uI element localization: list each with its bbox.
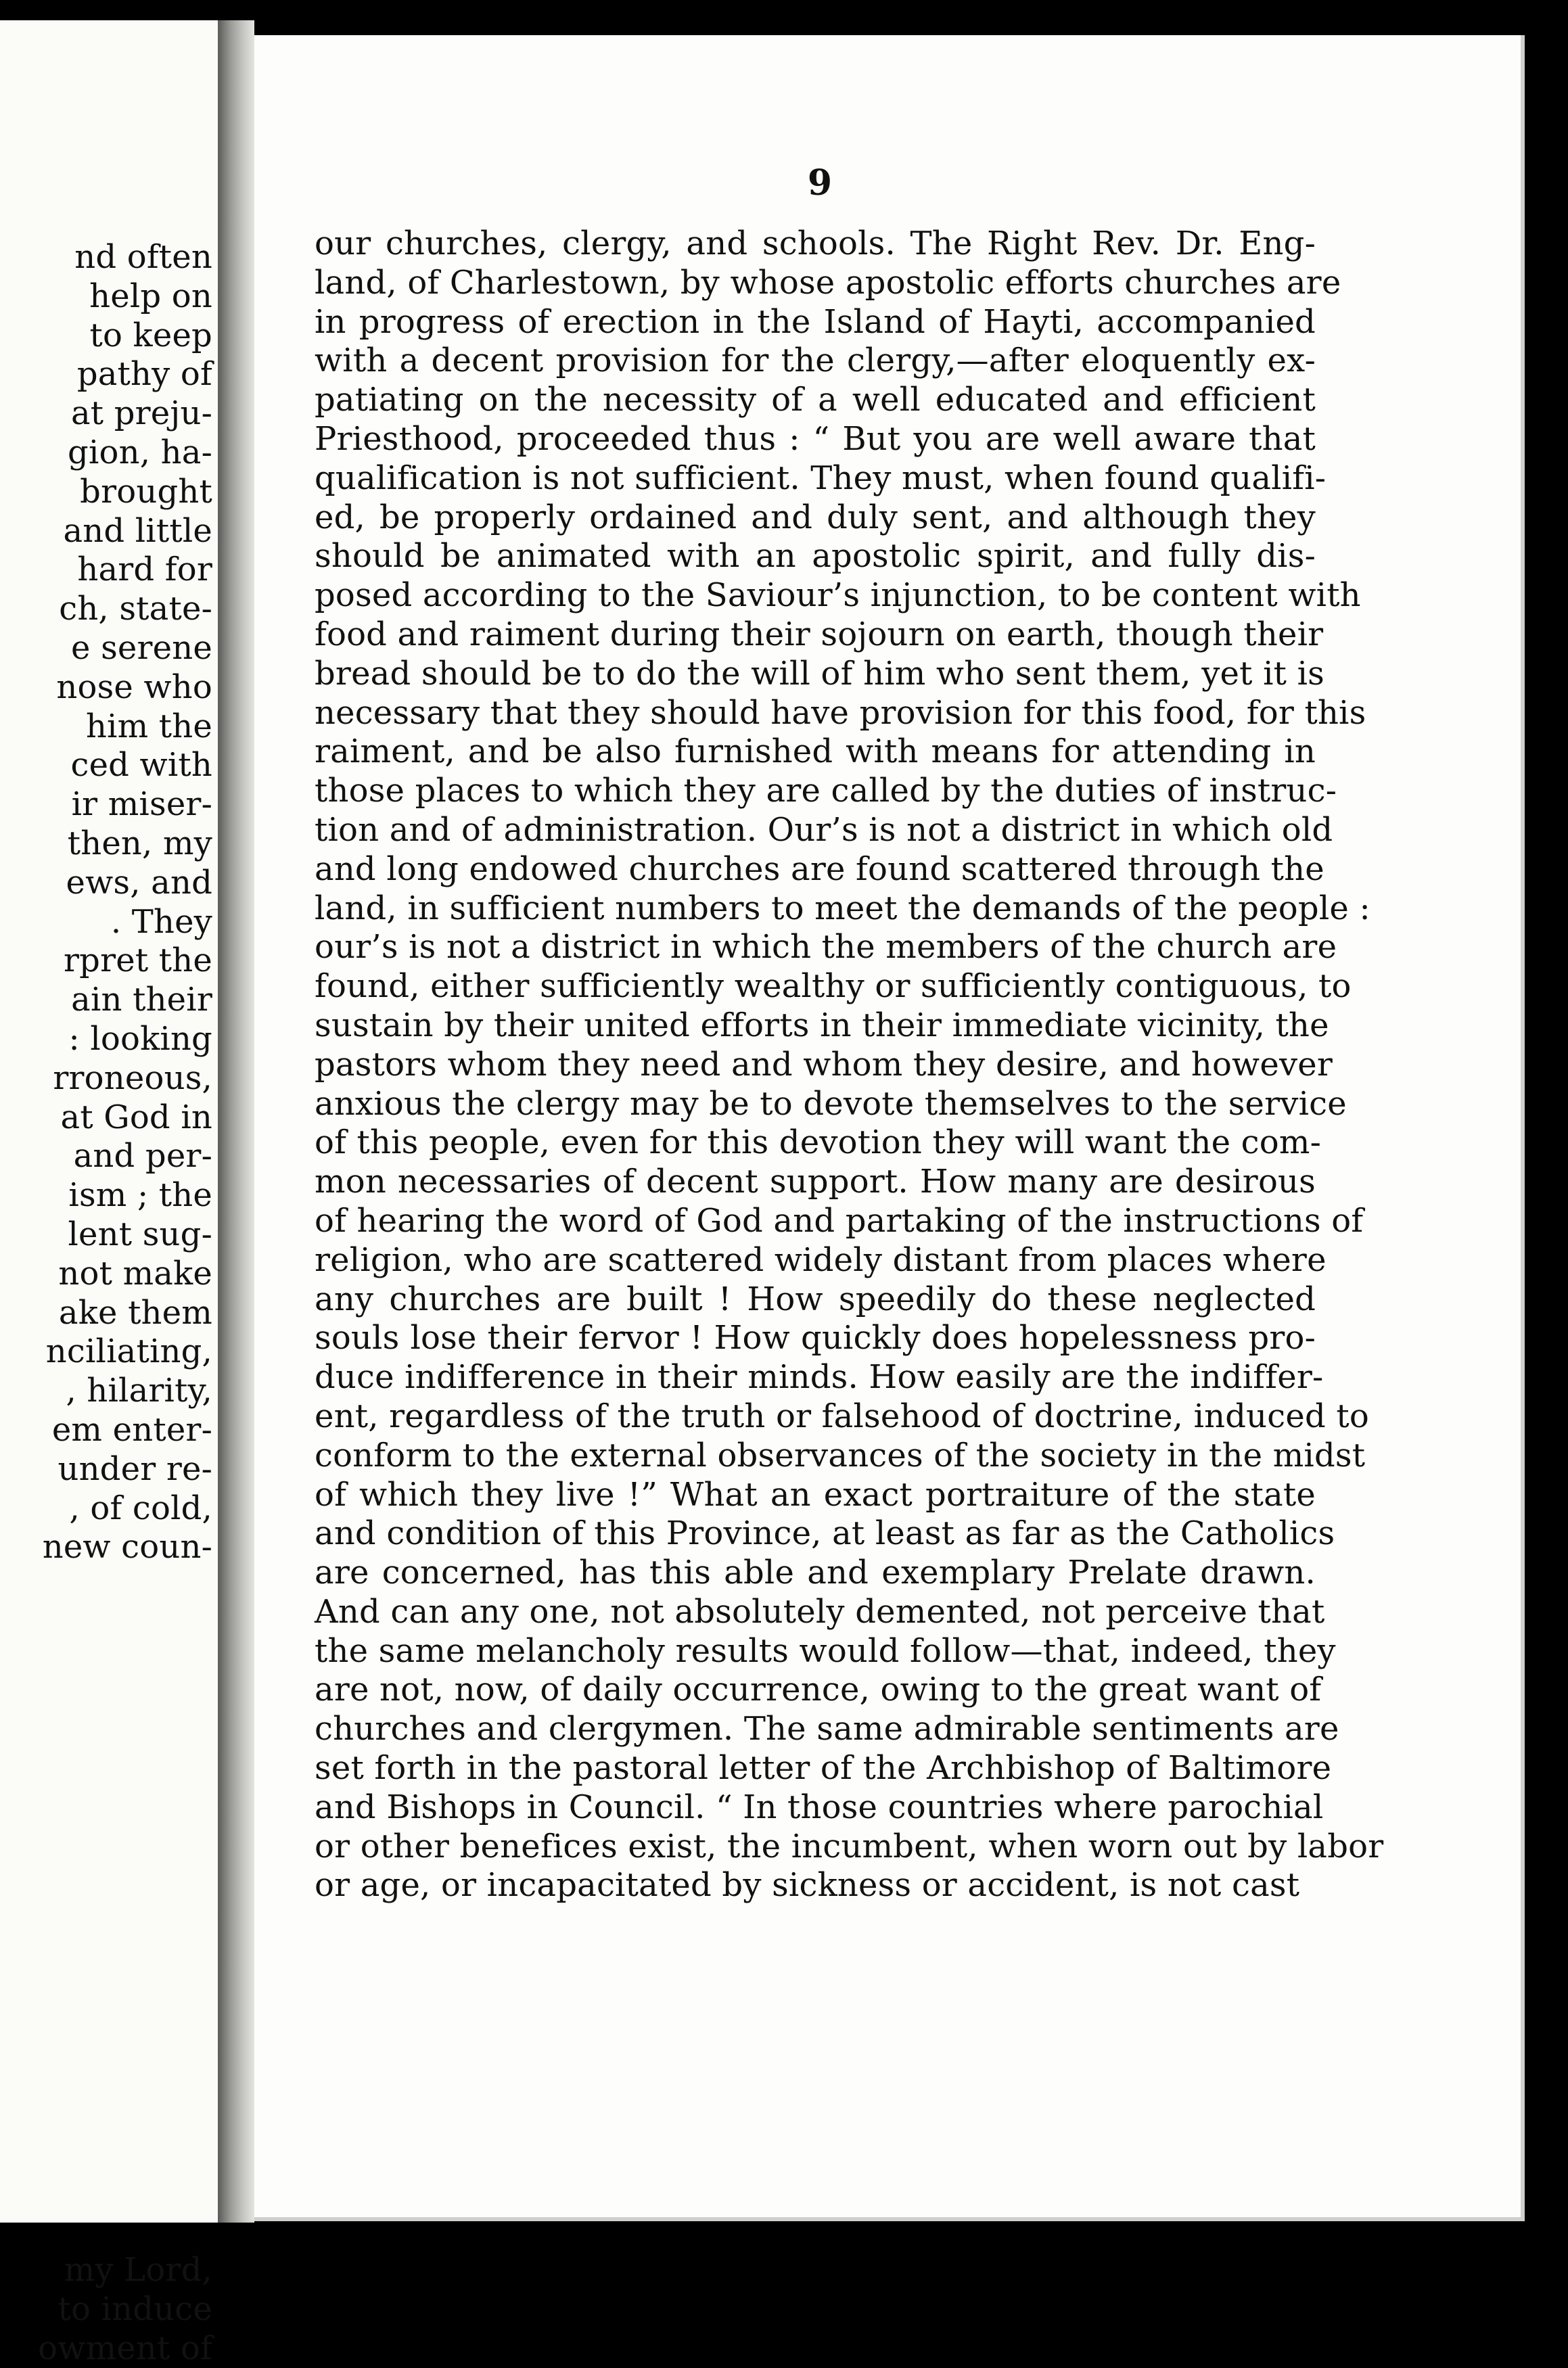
left-page-line: ews, and bbox=[66, 863, 212, 902]
left-page-line: my Lord, bbox=[64, 2251, 212, 2289]
text-line: ed, be properly ordained and duly sent, and although they bbox=[315, 498, 1316, 536]
left-page-line: nciliating, bbox=[45, 1332, 212, 1371]
text-line: or other benefices exist, the incumbent, when worn out by labor bbox=[315, 1827, 1384, 1865]
left-page-line: rpret the bbox=[64, 942, 212, 980]
left-page-line: ced with bbox=[70, 746, 212, 785]
left-page-line: , of cold, bbox=[69, 1489, 212, 1527]
text-line: of this people, even for this devotion they will want the com- bbox=[315, 1123, 1322, 1162]
text-line: raiment, and be also furnished with means for attending in bbox=[315, 733, 1316, 771]
left-page-line: ain their bbox=[71, 981, 212, 1019]
left-page-line: ir miser- bbox=[71, 785, 212, 824]
left-page-line: rroneous, bbox=[53, 1059, 212, 1097]
text-line: religion, who are scattered widely distant from places where bbox=[315, 1240, 1327, 1279]
text-line: the same melancholy results would follow—that, indeed, they bbox=[315, 1631, 1336, 1670]
text-line: and Bishops in Council. “ In those countries where parochial bbox=[315, 1788, 1324, 1826]
left-page-line: ism ; the bbox=[68, 1176, 212, 1215]
text-line: souls lose their fervor ! How quickly does hopelessness pro- bbox=[315, 1319, 1316, 1357]
left-page-line: owment of bbox=[38, 2329, 212, 2367]
text-line: any churches are built ! How speedily do these neglected bbox=[315, 1280, 1316, 1318]
left-page-line: pathy of bbox=[76, 355, 212, 394]
text-line: are not, now, of daily occurrence, owing to the great want of bbox=[315, 1671, 1322, 1709]
text-line: and condition of this Province, at least as far as the Catholics bbox=[315, 1514, 1335, 1553]
text-line: and long endowed churches are found scattered through the bbox=[315, 850, 1324, 888]
left-page-line: and per- bbox=[73, 1137, 212, 1176]
left-page-line: ake them bbox=[58, 1293, 212, 1332]
left-page-line: nd often bbox=[74, 238, 212, 276]
text-line: are concerned, has this able and exemplary Prelate drawn. bbox=[315, 1554, 1316, 1592]
text-line: in progress of erection in the Island of Hayti, accompanied bbox=[315, 302, 1316, 341]
text-line: food and raiment during their sojourn on earth, though their bbox=[315, 615, 1324, 653]
text-line: patiating on the necessity of a well educated and efficient bbox=[315, 381, 1316, 419]
text-line: duce indifference in their minds. How easily are the indiffer- bbox=[315, 1358, 1324, 1397]
text-line: of hearing the word of God and partaking of the instructions of bbox=[315, 1201, 1364, 1240]
left-page-line: at preju- bbox=[70, 394, 212, 433]
text-line: or age, or incapacitated by sickness or accident, is not cast bbox=[315, 1866, 1300, 1905]
text-line: qualification is not sufficient. They must, when found qualifi- bbox=[315, 459, 1327, 497]
left-page-text-top bbox=[0, 238, 212, 1567]
text-line: churches and clergymen. The same admirable sentiments are bbox=[315, 1710, 1339, 1748]
left-page-line: . They bbox=[110, 902, 212, 941]
left-page-line: at God in bbox=[60, 1098, 212, 1136]
page-number: 9 bbox=[807, 162, 833, 204]
left-page-line: nose who bbox=[56, 668, 212, 706]
text-line: mon necessaries of decent support. How many are desirous bbox=[315, 1163, 1316, 1201]
left-page-line: lent sug- bbox=[68, 1215, 212, 1253]
text-line: necessary that they should have provision for this food, for this bbox=[315, 693, 1366, 732]
left-page-line: to keep bbox=[89, 316, 212, 354]
body-text bbox=[315, 225, 1384, 1905]
text-line: with a decent provision for the clergy,—after eloquently ex- bbox=[315, 342, 1316, 380]
text-line: sustain by their united efforts in their immediate vicinity, the bbox=[315, 1006, 1329, 1044]
left-page-line: and little bbox=[63, 511, 212, 550]
text-line: bread should be to do the will of him who sent them, yet it is bbox=[315, 654, 1324, 693]
book-gutter bbox=[218, 20, 254, 2223]
left-page-line: new coun- bbox=[42, 1528, 212, 1566]
left-page-line: gion, ha- bbox=[68, 433, 212, 471]
left-page-line: em enter- bbox=[51, 1410, 212, 1449]
text-line: of which they live !” What an exact portraiture of the state bbox=[315, 1475, 1316, 1514]
text-line: conform to the external observances of the society in the midst bbox=[315, 1436, 1366, 1475]
left-page-line: ch, state- bbox=[59, 590, 212, 628]
text-line: land, in sufficient numbers to meet the demands of the people : bbox=[315, 889, 1370, 927]
text-line: set forth in the pastoral letter of the Archbishop of Baltimore bbox=[315, 1749, 1332, 1788]
left-page-line: e serene bbox=[71, 628, 212, 667]
left-page-line: help on bbox=[89, 277, 212, 315]
text-line: And can any one, not absolutely demented, not perceive that bbox=[315, 1592, 1325, 1631]
left-page-line: hard for bbox=[77, 551, 212, 589]
left-page-fragment bbox=[0, 20, 220, 2367]
left-page-line: to induce bbox=[57, 2290, 212, 2328]
text-line: Priesthood, proceeded thus : “ But you are well aware that bbox=[315, 419, 1316, 458]
text-line: pastors whom they need and whom they desire, and however bbox=[315, 1045, 1333, 1084]
text-line: ent, regardless of the truth or falsehood of doctrine, induced to bbox=[315, 1397, 1369, 1435]
left-page-line: under re- bbox=[57, 1449, 212, 1488]
left-page-line: not make bbox=[58, 1254, 212, 1293]
text-line: our churches, clergy, and schools. The Right Rev. Dr. Eng- bbox=[315, 225, 1316, 262]
left-page-line: him the bbox=[85, 707, 212, 745]
text-line: found, either sufficiently wealthy or sufficiently contiguous, to bbox=[315, 967, 1352, 1006]
text-line: those places to which they are called by the duties of instruc- bbox=[315, 772, 1337, 810]
text-line: land, of Charlestown, by whose apostolic efforts churches are bbox=[315, 263, 1341, 302]
left-page-line: , hilarity, bbox=[66, 1372, 212, 1410]
left-page-text-bottom bbox=[0, 2251, 212, 2368]
text-line: tion and of administration. Our’s is not a district in which old bbox=[315, 810, 1333, 849]
text-line: our’s is not a district in which the members of the church are bbox=[315, 928, 1337, 967]
left-page-line: : looking bbox=[68, 1019, 212, 1058]
text-line: should be animated with an apostolic spirit, and fully dis- bbox=[315, 537, 1316, 576]
text-line: posed according to the Saviour’s injunction, to be content with bbox=[315, 576, 1361, 615]
left-page-line: then, my bbox=[67, 824, 212, 862]
text-line: anxious the clergy may be to devote themselves to the service bbox=[315, 1084, 1347, 1123]
left-page-line: brought bbox=[80, 472, 212, 511]
